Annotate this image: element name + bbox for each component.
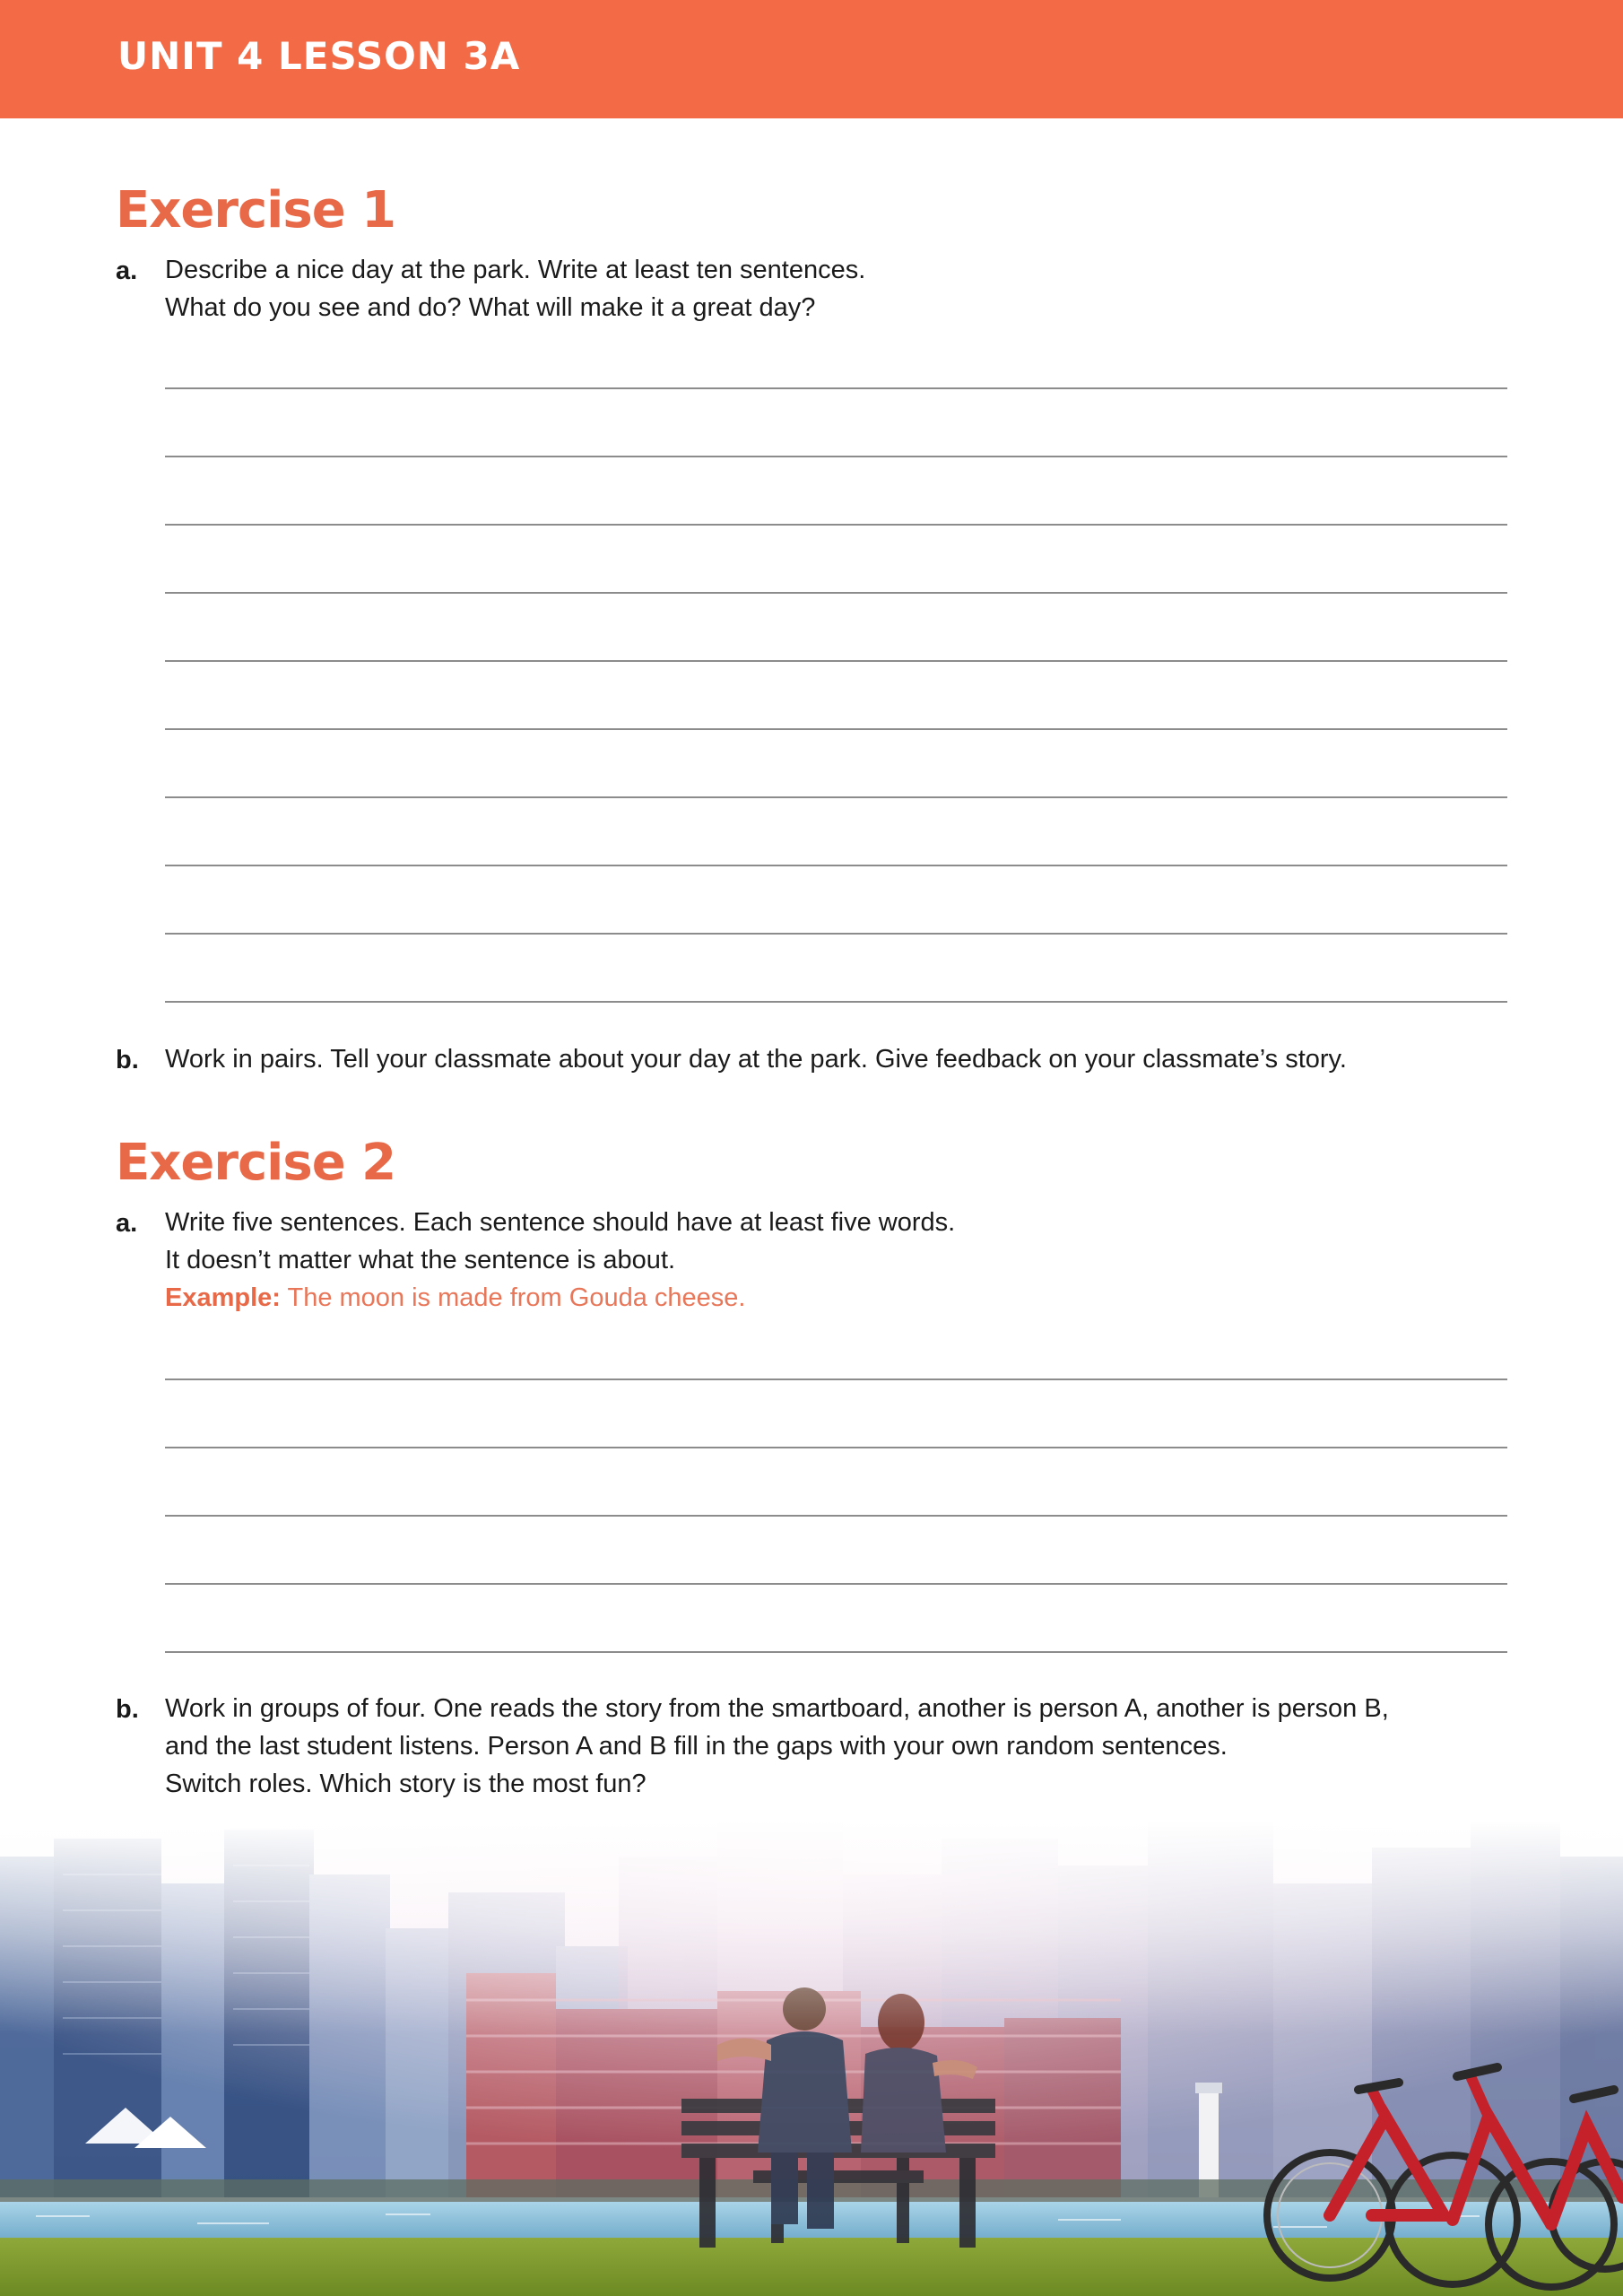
exercise-1-title: Exercise 1 <box>116 181 396 239</box>
exercise-2-b-instruction-line-1: Work in groups of four. One reads the story from the smartboard, another is person A, another is person B, <box>165 1694 1389 1723</box>
writing-line[interactable] <box>165 933 1507 935</box>
writing-line[interactable] <box>165 728 1507 730</box>
exercise-2-a-instruction-line-2: It doesn’t matter what the sentence is about. <box>165 1246 676 1274</box>
exercise-1-b-letter: b. <box>116 1046 139 1074</box>
writing-line[interactable] <box>165 1515 1507 1517</box>
exercise-1-b-instruction-line-1: Work in pairs. Tell your classmate about your day at the park. Give feedback on your classmate’s story. <box>165 1045 1347 1074</box>
exercise-2-title: Exercise 2 <box>116 1134 396 1192</box>
exercise-2-b-letter: b. <box>116 1695 139 1724</box>
exercise-2-a-letter: a. <box>116 1209 138 1238</box>
example-label: Example: <box>165 1283 281 1312</box>
writing-line[interactable] <box>165 1651 1507 1653</box>
writing-line[interactable] <box>165 1001 1507 1003</box>
unit-lesson-title: UNIT 4 LESSON 3A <box>117 34 521 78</box>
exercise-2-b-instruction-line-3: Switch roles. Which story is the most fun? <box>165 1770 647 1798</box>
exercise-2-a-instruction-line-1: Write five sentences. Each sentence should have at least five words. <box>165 1208 956 1237</box>
exercise-1-a-letter: a. <box>116 257 138 285</box>
exercise-2-example <box>165 1279 745 1317</box>
writing-line[interactable] <box>165 592 1507 594</box>
writing-line[interactable] <box>165 1583 1507 1585</box>
writing-line[interactable] <box>165 456 1507 457</box>
exercise-1-a-instruction-line-1: Describe a nice day at the park. Write at least ten sentences. <box>165 256 866 284</box>
writing-line[interactable] <box>165 796 1507 798</box>
writing-line[interactable] <box>165 865 1507 866</box>
exercise-1-a-instruction-line-2: What do you see and do? What will make it a great day? <box>165 293 816 322</box>
example-text: The moon is made from Gouda cheese. <box>280 1283 746 1312</box>
writing-line[interactable] <box>165 660 1507 662</box>
writing-line[interactable] <box>165 387 1507 389</box>
park-skyline-photo <box>0 1821 1623 2296</box>
header-bar <box>0 0 1623 118</box>
writing-line[interactable] <box>165 1378 1507 1380</box>
writing-line[interactable] <box>165 1447 1507 1448</box>
writing-line[interactable] <box>165 524 1507 526</box>
exercise-2-b-instruction-line-2: and the last student listens. Person A and B fill in the gaps with your own random sentences. <box>165 1732 1228 1761</box>
